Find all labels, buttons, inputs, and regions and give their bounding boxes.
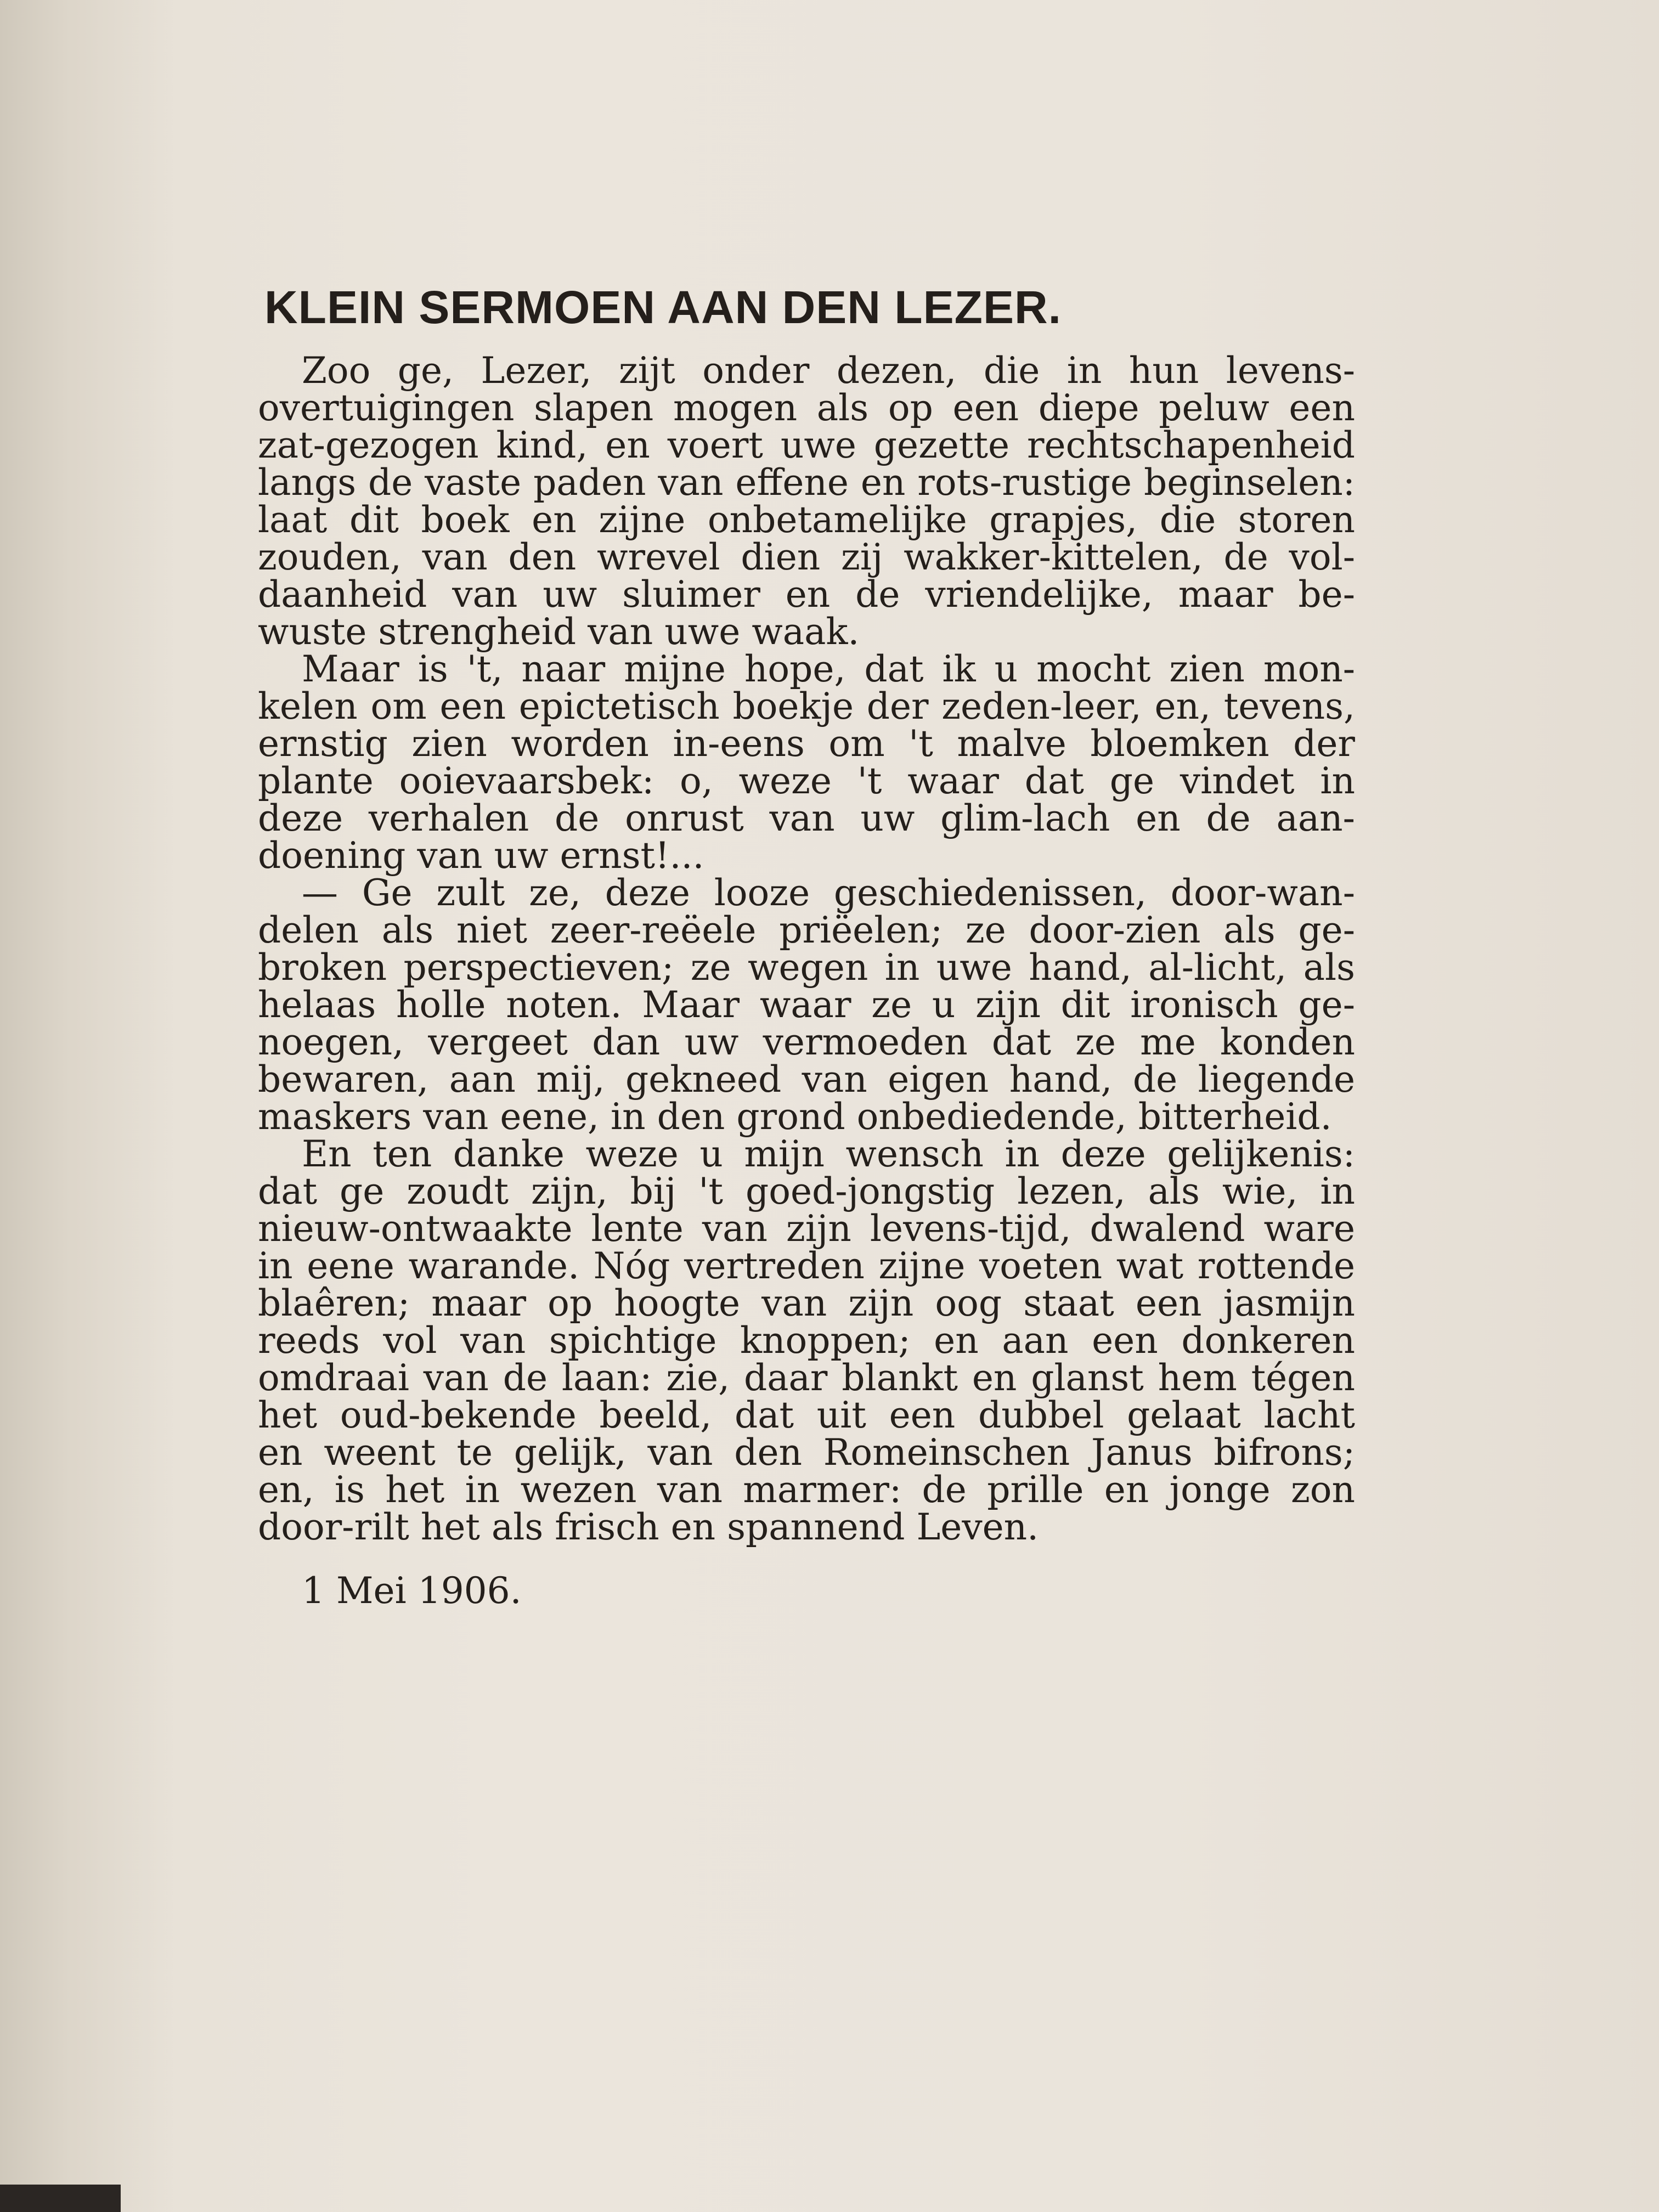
- text-line: het oud-bekende beeld, dat uit een dubbel gelaat lacht: [258, 1394, 1355, 1436]
- text-line: en, is het in wezen van marmer: de prille en jonge zon: [258, 1469, 1355, 1511]
- text-line: En ten danke weze u mijn wensch in deze gelijkenis:: [302, 1133, 1355, 1175]
- text-line: doening van uw ernst!...: [258, 834, 704, 877]
- text-line: Maar is 't, naar mijne hope, dat ik u mocht zien mon-: [302, 648, 1355, 690]
- text-line: langs de vaste paden van effene en rots-rustige beginselen:: [258, 461, 1355, 504]
- paragraph: [258, 1133, 1355, 1548]
- text-line: noegen, vergeet dan uw vermoeden dat ze me konden: [258, 1021, 1355, 1063]
- text-line: omdraai van de laan: zie, daar blankt en glanst hem tégen: [258, 1357, 1355, 1399]
- date-line: 1 Mei 1906.: [302, 1570, 522, 1612]
- text-line: zouden, van den wrevel dien zij wakker-kittelen, de vol-: [258, 536, 1355, 578]
- text-line: bewaren, aan mij, gekneed van eigen hand, de liegende: [258, 1058, 1355, 1101]
- text-line: — Ge zult ze, deze looze geschiedenissen, door-wan-: [302, 872, 1355, 914]
- body-text: [258, 349, 1355, 1548]
- text-line: en weent te gelijk, van den Romeinschen Janus bifrons;: [258, 1431, 1355, 1474]
- text-line: plante ooievaarsbek: o, weze 't waar dat ge vindet in: [258, 760, 1355, 802]
- text-line: Zoo ge, Lezer, zijt onder dezen, die in hun levens-: [302, 349, 1355, 392]
- text-line: wuste strengheid van uwe waak.: [258, 611, 860, 653]
- text-block: [258, 274, 1355, 1610]
- text-line: maskers van eene, in den grond onbediedende, bitterheid.: [258, 1096, 1332, 1138]
- text-line: dat ge zoudt zijn, bij 't goed-jongstig lezen, als wie, in: [258, 1170, 1355, 1212]
- paragraph: [258, 349, 1355, 653]
- text-line: blaêren; maar op hoogte van zijn oog staat een jasmijn: [258, 1282, 1355, 1324]
- paragraph: [258, 648, 1355, 877]
- text-line: kelen om een epictetisch boekje der zeden-leer, en, tevens,: [258, 685, 1355, 727]
- page-title: KLEIN SERMOEN AAN DEN LEZER.: [264, 281, 1062, 333]
- text-line: broken perspectieven; ze wegen in uwe hand, al-licht, als: [258, 946, 1355, 989]
- spine-shadow: [0, 0, 176, 2212]
- text-line: deze verhalen de onrust van uw glim-lach en de aan-: [258, 797, 1355, 839]
- text-line: helaas holle noten. Maar waar ze u zijn dit ironisch ge-: [258, 984, 1355, 1026]
- text-line: reeds vol van spichtige knoppen; en aan een donkeren: [258, 1319, 1355, 1362]
- page-edge: [0, 2185, 121, 2212]
- text-line: zat-gezogen kind, en voert uwe gezette rechtschapenheid: [258, 424, 1355, 466]
- text-line: overtuigingen slapen mogen als op een diepe peluw een: [258, 387, 1355, 429]
- text-line: door-rilt het als frisch en spannend Leven.: [258, 1506, 1039, 1548]
- paragraph: [258, 874, 1355, 1136]
- text-line: daanheid van uw sluimer en de vriendelijke, maar be-: [258, 573, 1355, 616]
- text-line: delen als niet zeer-reëele priëelen; ze door-zien als ge-: [258, 909, 1355, 951]
- text-line: laat dit boek en zijne onbetamelijke grapjes, die storen: [258, 499, 1355, 541]
- text-line: ernstig zien worden in-eens om 't malve bloemken der: [258, 723, 1355, 765]
- text-line: in eene warande. Nóg vertreden zijne voeten wat rottende: [258, 1245, 1355, 1287]
- text-line: nieuw-ontwaakte lente van zijn levens-tijd, dwalend ware: [258, 1207, 1355, 1250]
